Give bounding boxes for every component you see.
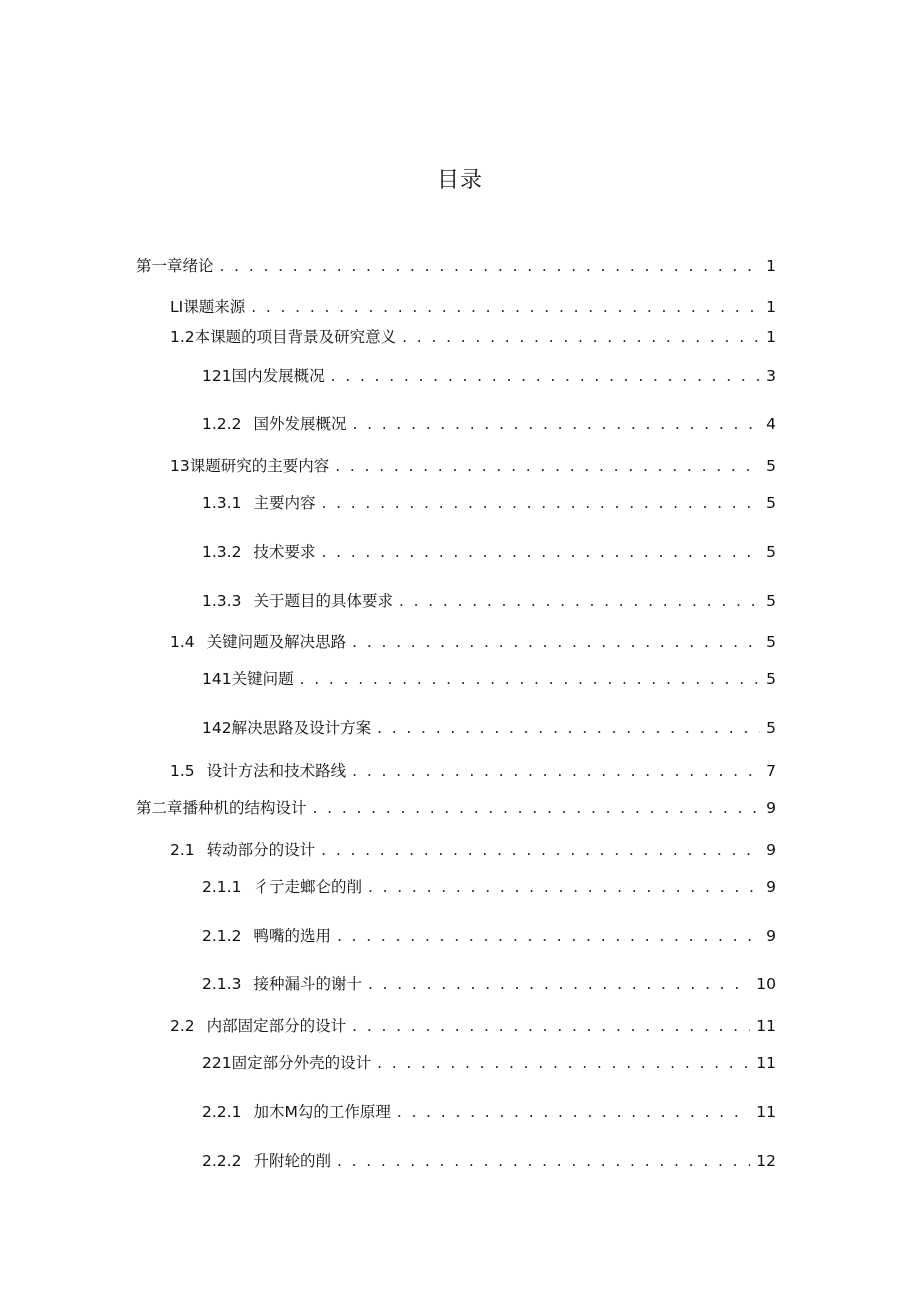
- toc-entry-page: 5: [766, 719, 776, 737]
- toc-leader-dots: [377, 718, 760, 738]
- toc-leader-dots: [313, 798, 761, 818]
- toc-entry[interactable]: [202, 536, 776, 562]
- toc-entry-number: 2.1: [170, 841, 195, 859]
- toc-leader-dots: [352, 1016, 750, 1036]
- toc-leader-dots: [321, 493, 760, 513]
- toc-entry-page: 5: [766, 494, 776, 512]
- toc-leader-dots: [399, 591, 760, 611]
- toc-leader-dots: [352, 632, 760, 652]
- toc-entry-label: 1.2本课题的项目背景及研究意义: [170, 328, 397, 346]
- toc-entry-page: 1: [766, 328, 776, 346]
- toc-entry-number: 2.2.2: [202, 1152, 242, 1170]
- toc-entry-number: 1.4: [170, 633, 195, 651]
- toc-entry[interactable]: [170, 626, 776, 652]
- toc-entry[interactable]: [202, 920, 776, 946]
- toc-entry-label: 国外发展概况: [253, 415, 347, 433]
- toc-entry-page: 5: [766, 457, 776, 475]
- toc-entry-label: 内部固定部分的设计: [206, 1017, 347, 1035]
- toc-leader-dots: [251, 297, 760, 317]
- toc-leader-dots: [397, 1102, 750, 1122]
- page-title: 目录: [436, 168, 483, 193]
- toc-leader-dots: [377, 1053, 750, 1073]
- toc-entry-page: 5: [766, 670, 776, 688]
- toc-entry-number: 2.1.1: [202, 878, 242, 896]
- toc-entry[interactable]: [170, 321, 776, 347]
- toc-entry-label: 第二章播种机的结构设计: [136, 799, 307, 817]
- toc-entry-page: 1: [766, 298, 776, 316]
- toc-leader-dots: [300, 669, 761, 689]
- toc-leader-dots: [220, 256, 761, 276]
- toc-leader-dots: [335, 456, 760, 476]
- toc-entry[interactable]: [202, 871, 776, 897]
- toc-entry-number: 2.2: [170, 1017, 195, 1035]
- toc-leader-dots: [331, 366, 761, 386]
- toc-entry-page: 3: [766, 367, 776, 385]
- toc-entry-page: 11: [756, 1054, 776, 1072]
- toc-entry[interactable]: [170, 755, 776, 781]
- toc-entry-number: 2.1.2: [202, 927, 242, 945]
- toc-entry[interactable]: [202, 712, 776, 738]
- toc-entry[interactable]: [170, 450, 776, 476]
- toc-entry[interactable]: [202, 1145, 776, 1171]
- toc-entry-number: 1.2.2: [202, 415, 242, 433]
- toc-entry-page: 9: [766, 799, 776, 817]
- toc-leader-dots: [337, 1151, 750, 1171]
- toc-entry-label: 第一章绪论: [136, 257, 214, 275]
- toc-leader-dots: [352, 761, 760, 781]
- toc-entry-page: 9: [766, 841, 776, 859]
- toc-entry-label: 彳亍走螂仑的削: [253, 878, 362, 896]
- toc-entry-label: 142解决思路及设计方案: [202, 719, 372, 737]
- toc-entry-label: 141关键问题: [202, 670, 294, 688]
- toc-entry-label: 关键问题及解决思路: [206, 633, 347, 651]
- toc-entry-number: 1.3.1: [202, 494, 242, 512]
- toc-entry-page: 5: [766, 592, 776, 610]
- toc-leader-dots: [337, 926, 760, 946]
- toc-entry-number: 1.3.2: [202, 543, 242, 561]
- toc-leader-dots: [368, 877, 760, 897]
- toc-entry-label: LI课题来源: [170, 298, 246, 316]
- toc-entry[interactable]: [202, 663, 776, 689]
- toc-entry-label: 关于题目的具体要求: [253, 592, 393, 610]
- toc-entry-label: 加木M勾的工作原理: [253, 1103, 391, 1121]
- toc-entry[interactable]: [202, 1096, 776, 1122]
- toc-entry[interactable]: [202, 1047, 776, 1073]
- toc-entry-label: 技术要求: [253, 543, 316, 561]
- toc-entry-page: 7: [766, 762, 776, 780]
- toc-entry-page: 1: [766, 257, 776, 275]
- toc-leader-dots: [321, 840, 760, 860]
- toc-entry-number: 1.3.3: [202, 592, 242, 610]
- toc-entry[interactable]: [202, 360, 776, 386]
- toc-entry-label: 升附轮的削: [253, 1152, 331, 1170]
- toc-entry-number: 1.5: [170, 762, 195, 780]
- toc-entry[interactable]: [202, 585, 776, 611]
- toc-entry-page: 10: [756, 975, 776, 993]
- toc-entry-page: 12: [756, 1152, 776, 1170]
- toc-entry-label: 主要内容: [253, 494, 316, 512]
- toc-entry-page: 5: [766, 633, 776, 651]
- toc-entry[interactable]: [202, 487, 776, 513]
- toc-entry-label: 121国内发展概况: [202, 367, 325, 385]
- toc-entry-number: 2.1.3: [202, 975, 242, 993]
- toc-entry-label: 221固定部分外壳的设计: [202, 1054, 372, 1072]
- toc-entry-page: 9: [766, 878, 776, 896]
- toc-entry-page: 11: [756, 1103, 776, 1121]
- toc-entry[interactable]: [170, 1010, 776, 1036]
- toc-entry[interactable]: [202, 408, 776, 434]
- toc-entry-page: 11: [756, 1017, 776, 1035]
- toc-leader-dots: [321, 542, 760, 562]
- toc-entry-label: 接种漏斗的谢十: [253, 975, 362, 993]
- toc-entry-label: 13课题研究的主要内容: [170, 457, 330, 475]
- toc-entry[interactable]: [136, 250, 776, 276]
- toc-entry[interactable]: [136, 792, 776, 818]
- toc-entry-page: 9: [766, 927, 776, 945]
- toc-entry-label: 转动部分的设计: [206, 841, 316, 859]
- toc-entry[interactable]: [170, 834, 776, 860]
- toc-entry-number: 2.2.1: [202, 1103, 242, 1121]
- toc-entry-page: 5: [766, 543, 776, 561]
- toc-leader-dots: [402, 327, 760, 347]
- toc-leader-dots: [352, 414, 760, 434]
- toc-entry[interactable]: [170, 291, 776, 317]
- toc-entry-label: 鸭嘴的选用: [253, 927, 331, 945]
- toc-entry-page: 4: [766, 415, 776, 433]
- toc-entry[interactable]: [202, 968, 776, 994]
- toc-entry-label: 设计方法和技术路线: [206, 762, 347, 780]
- toc-leader-dots: [368, 974, 750, 994]
